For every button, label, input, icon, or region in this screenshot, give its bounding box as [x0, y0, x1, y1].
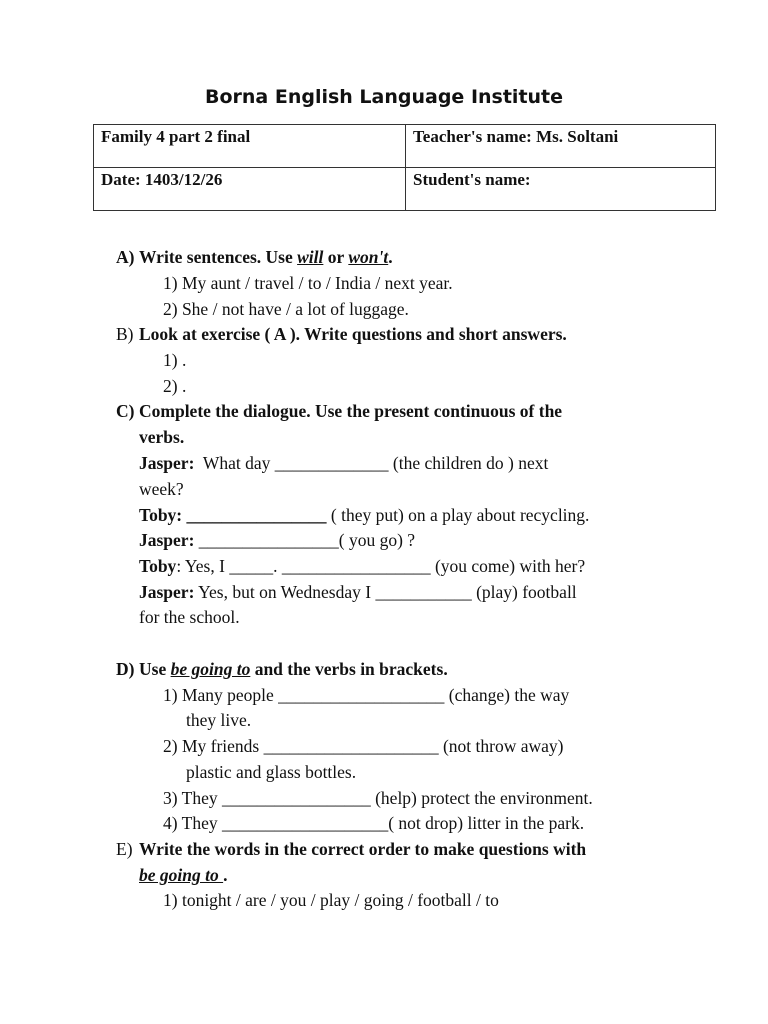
page-title: Borna English Language Institute — [204, 86, 564, 108]
dialogue-line: Jasper: What day _____________ (the children do ) next — [139, 453, 549, 473]
student-name-cell: Student's name: — [406, 168, 716, 211]
section-b-marker: B) — [116, 324, 134, 344]
section-d-marker: D) — [116, 659, 135, 679]
section-e-heading-cont: be going to . — [139, 865, 228, 885]
dialogue-line: Jasper: ________________( you go) ? — [139, 530, 416, 550]
course-cell: Family 4 part 2 final — [94, 125, 406, 168]
section-b-item: 1) . — [163, 350, 187, 370]
section-e-item: 1) tonight / are / you / play / going / football / to — [163, 890, 499, 910]
section-e-marker: E) — [116, 839, 133, 859]
section-d-item: 2) My friends ____________________ (not throw away) — [163, 736, 564, 756]
dialogue-line: for the school. — [139, 607, 240, 627]
section-c-heading: C) Complete the dialogue. Use the present continuous of the — [116, 401, 563, 421]
section-e-heading: E) Write the words in the correct order to make questions with — [116, 839, 587, 859]
section-d-item: 4) They ___________________( not drop) litter in the park. — [163, 813, 585, 833]
section-d-item: 3) They _________________ (help) protect the environment. — [163, 788, 593, 808]
section-a-item: 2) She / not have / a lot of luggage. — [163, 299, 409, 319]
section-d-item-cont: plastic and glass bottles. — [186, 762, 357, 782]
dialogue-line: Jasper: Yes, but on Wednesday I ___________ (play) football — [139, 582, 577, 602]
section-b-heading: B) Look at exercise ( A ). Write questions and short answers. — [116, 324, 567, 344]
dialogue-line: Toby: Yes, I _____. _________________ (you come) with her? — [139, 556, 586, 576]
section-c-heading-cont: verbs. — [139, 427, 185, 447]
dialogue-line: week? — [139, 479, 184, 499]
section-d-item-cont: they live. — [186, 710, 252, 730]
section-b-item: 2) . — [163, 376, 187, 396]
section-a-heading: A) Write sentences. Use will or won't. — [116, 247, 393, 267]
section-a-marker: A) — [116, 247, 135, 267]
date-cell: Date: 1403/12/26 — [94, 168, 406, 211]
teacher-cell: Teacher's name: Ms. Soltani — [406, 125, 716, 168]
info-table — [93, 124, 716, 211]
dialogue-line: Toby: ________________ ( they put) on a play about recycling. — [139, 505, 590, 525]
section-d-item: 1) Many people ___________________ (change) the way — [163, 685, 570, 705]
section-a-item: 1) My aunt / travel / to / India / next year. — [163, 273, 453, 293]
section-c-marker: C) — [116, 401, 135, 421]
section-d-heading: D) Use be going to and the verbs in brackets. — [116, 659, 448, 679]
